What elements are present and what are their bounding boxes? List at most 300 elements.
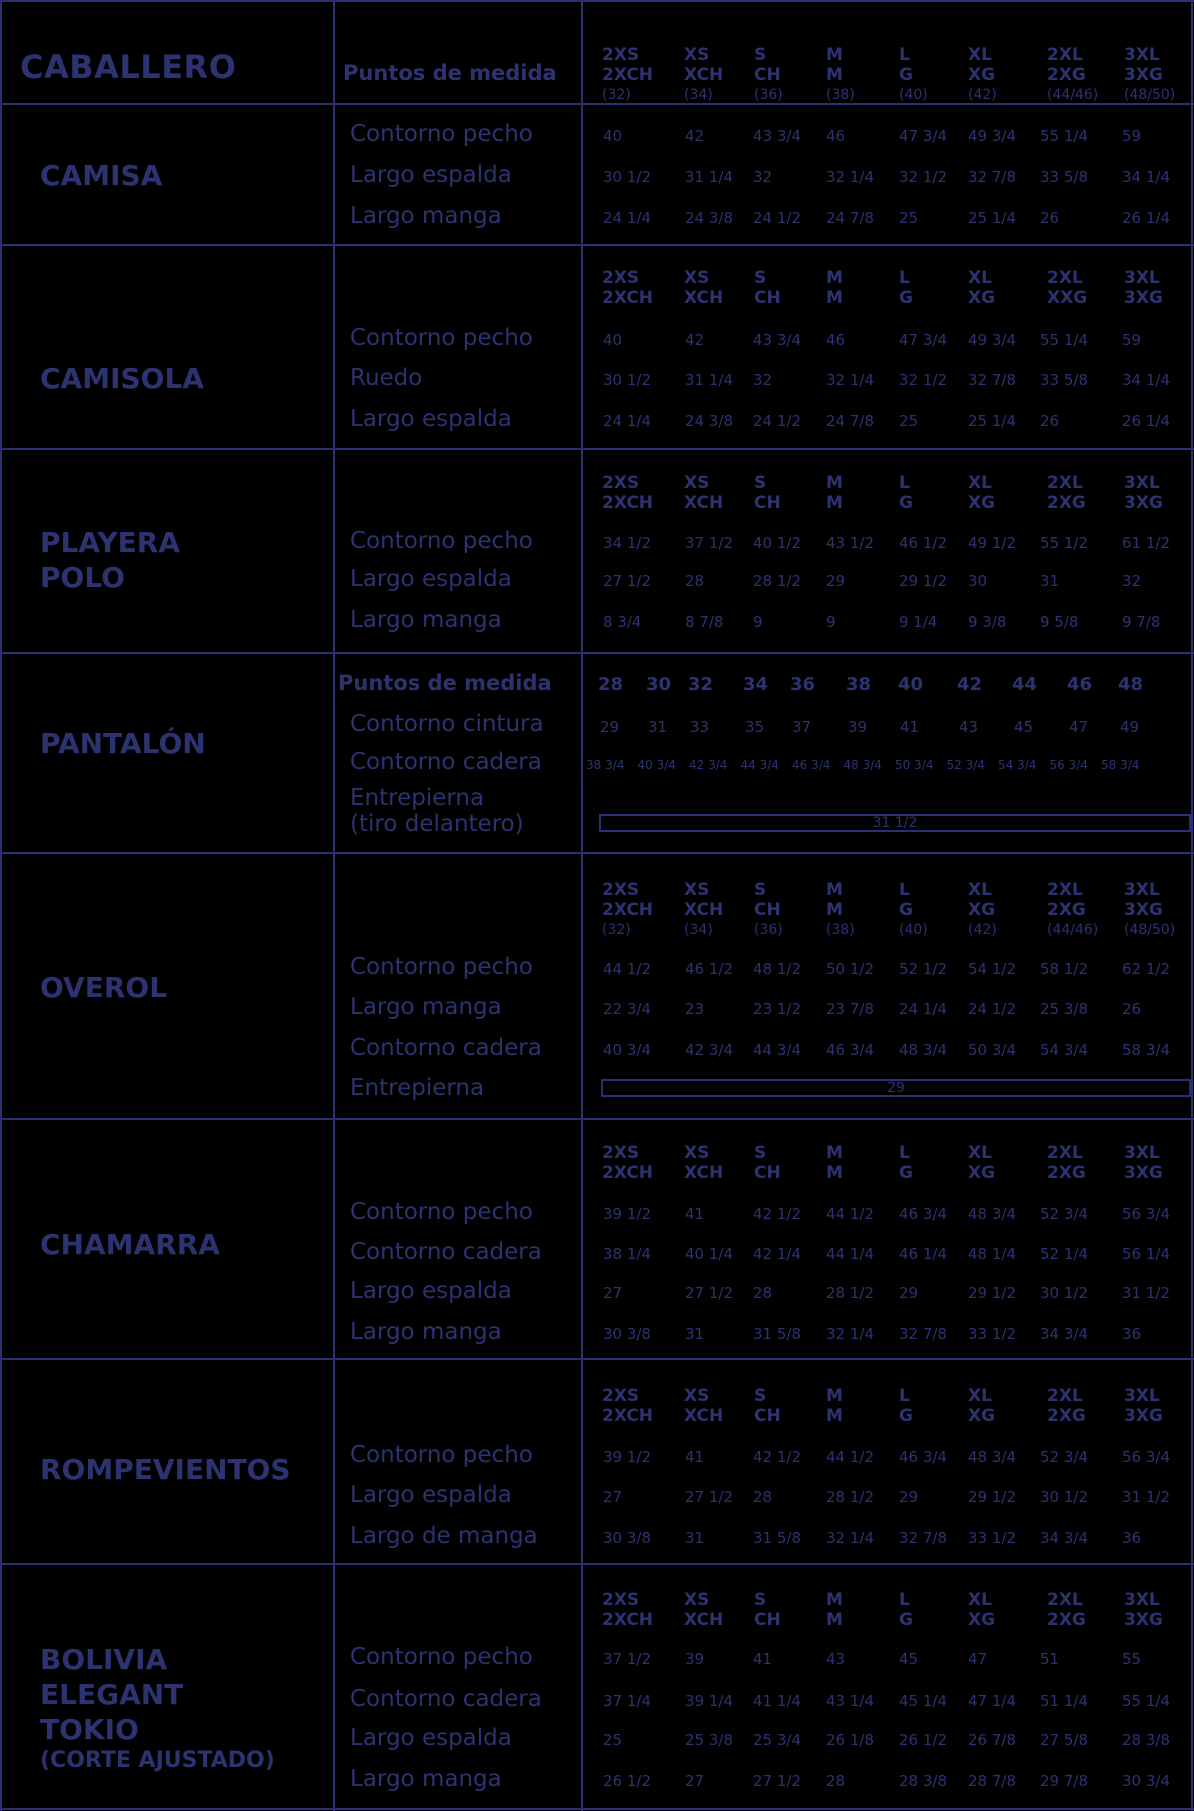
- size-mx: 2XCH: [602, 1610, 654, 1630]
- measure-value: 31 1/4: [685, 168, 733, 186]
- measure-value: 54 1/2: [968, 960, 1016, 978]
- size-header: [684, 473, 723, 513]
- measure-value: 54 3/4: [1040, 1041, 1088, 1059]
- measure-value: 31: [685, 1325, 705, 1343]
- size-letter: 2XL: [1047, 45, 1083, 65]
- measure-value: 26 1/8: [826, 1731, 874, 1749]
- size-header: [684, 880, 723, 940]
- measure-value: 34 1/4: [1122, 168, 1170, 186]
- row-divider: [0, 1118, 1194, 1120]
- waist-size: 44: [1012, 674, 1038, 695]
- measure-value: 27 1/2: [685, 1488, 733, 1506]
- size-mx: G: [899, 493, 913, 513]
- measure-value: 29: [826, 572, 846, 590]
- measure-value: 52 3/4: [946, 758, 985, 772]
- size-header: [968, 268, 995, 308]
- size-mx: M: [826, 1610, 843, 1630]
- size-header: [1047, 268, 1087, 308]
- measure-value: 43 1/2: [826, 534, 874, 552]
- measure-value: 62 1/2: [1122, 960, 1170, 978]
- measure-value: 26 1/2: [899, 1731, 947, 1749]
- size-letter: XS: [684, 1143, 710, 1163]
- measure-value: 45: [1014, 718, 1034, 736]
- size-mx: 2XCH: [602, 900, 654, 920]
- measure-value: 42 1/2: [753, 1205, 801, 1223]
- garment-name: PANTALÓN: [40, 727, 206, 760]
- measure-value: 40 1/4: [685, 1245, 733, 1263]
- size-mx: 3XG: [1124, 288, 1163, 308]
- size-letter: XL: [968, 1386, 992, 1406]
- row-divider: [0, 103, 1194, 105]
- measure-value: 42 3/4: [689, 758, 728, 772]
- measure-value: 31 1/4: [685, 371, 733, 389]
- size-header: [1047, 1386, 1086, 1426]
- size-header: [968, 473, 995, 513]
- measure-points-header: Puntos de medida: [338, 671, 552, 695]
- measure-value: 29: [600, 718, 620, 736]
- measure-value: 47: [968, 1650, 988, 1668]
- measure-value: 31 5/8: [753, 1529, 801, 1547]
- size-mx: XG: [968, 288, 996, 308]
- measure-value: 30 3/8: [603, 1325, 651, 1343]
- size-mx: M: [826, 1163, 843, 1183]
- size-header: [684, 1590, 723, 1630]
- measure-label: Contorno cadera: [350, 1035, 542, 1061]
- size-letter: L: [899, 1143, 910, 1163]
- measure-value: 24 1/2: [753, 209, 801, 227]
- waist-size: 36: [790, 674, 816, 695]
- size-mx: 2XG: [1047, 1406, 1086, 1426]
- measure-value: 44 1/2: [826, 1205, 874, 1223]
- size-header: [1047, 880, 1098, 940]
- measure-value: 46 1/4: [899, 1245, 947, 1263]
- size-mx: XCH: [684, 1610, 724, 1630]
- size-number: (40): [899, 87, 928, 103]
- measure-label: Entrepierna: [350, 785, 485, 811]
- size-header: [899, 1590, 913, 1630]
- measure-value: 40 3/4: [637, 758, 676, 772]
- measure-value: 8 3/4: [603, 613, 642, 631]
- measure-value: 25 3/8: [1040, 1000, 1088, 1018]
- size-number: (48/50): [1124, 922, 1176, 938]
- size-letter: M: [826, 1386, 843, 1406]
- measure-value: 24 1/4: [603, 209, 651, 227]
- measure-value: 22 3/4: [603, 1000, 651, 1018]
- measure-value: 42: [685, 127, 705, 145]
- measure-value: 32 1/4: [826, 168, 874, 186]
- measure-label: Contorno cintura: [350, 711, 544, 737]
- measure-value: 27: [603, 1284, 623, 1302]
- measure-label: Largo espalda: [350, 566, 512, 592]
- garment-subname: (CORTE AJUSTADO): [40, 1748, 275, 1773]
- garment-name: PLAYERA: [40, 526, 180, 559]
- measure-value: 25 3/8: [685, 1731, 733, 1749]
- garment-name: CAMISOLA: [40, 362, 204, 395]
- range-value-bar: 29: [601, 1079, 1191, 1097]
- measure-value: 34 1/4: [1122, 371, 1170, 389]
- measure-value: 40 1/2: [753, 534, 801, 552]
- column-divider: [333, 0, 335, 1811]
- size-header: [899, 268, 913, 308]
- garment-name: ELEGANT: [40, 1678, 184, 1711]
- measure-value: 51 1/4: [1040, 1692, 1088, 1710]
- measure-value: 48 3/4: [968, 1448, 1016, 1466]
- size-mx: 2XCH: [602, 288, 654, 308]
- measure-label: Largo espalda: [350, 1482, 512, 1508]
- size-letter: 3XL: [1124, 473, 1160, 493]
- measure-value: 41 1/4: [753, 1692, 801, 1710]
- size-letter: XL: [968, 1590, 992, 1610]
- measure-label: Contorno cadera: [350, 1686, 542, 1712]
- size-mx: CH: [754, 1406, 781, 1426]
- size-letter: S: [754, 1386, 767, 1406]
- measure-value: 26 1/4: [1122, 412, 1170, 430]
- measure-value: 26: [1122, 1000, 1142, 1018]
- size-mx: G: [899, 900, 913, 920]
- measure-value: 30 1/2: [1040, 1488, 1088, 1506]
- size-letter: 2XL: [1047, 268, 1083, 288]
- size-mx: XG: [968, 1610, 996, 1630]
- measure-value: 39: [685, 1650, 705, 1668]
- size-letter: XL: [968, 45, 992, 65]
- measure-value: 9: [826, 613, 836, 631]
- size-header: [754, 1143, 781, 1183]
- measure-label: Contorno cadera: [350, 1239, 542, 1265]
- measure-value: 44 1/4: [826, 1245, 874, 1263]
- measure-value: 58 3/4: [1122, 1041, 1170, 1059]
- measure-value: 37 1/4: [603, 1692, 651, 1710]
- measure-value: 27 1/2: [753, 1772, 801, 1790]
- size-header: [899, 1143, 913, 1183]
- row-divider: [0, 652, 1194, 654]
- measure-value: 37 1/2: [685, 534, 733, 552]
- size-number: (42): [968, 87, 997, 103]
- measure-label: Contorno pecho: [350, 1199, 533, 1225]
- measure-label: Largo manga: [350, 1766, 502, 1792]
- size-mx: XG: [968, 1163, 996, 1183]
- size-mx: CH: [754, 900, 781, 920]
- measure-value: 31 1/2: [1122, 1284, 1170, 1302]
- waist-size: 28: [598, 674, 624, 695]
- measure-value: 55 1/2: [1040, 534, 1088, 552]
- measure-label: Ruedo: [350, 365, 423, 391]
- measure-value: 29: [899, 1284, 919, 1302]
- measure-value: 26: [1040, 412, 1060, 430]
- size-letter: 3XL: [1124, 1143, 1160, 1163]
- measure-value: 47 3/4: [899, 331, 947, 349]
- measure-value: 32 1/4: [826, 371, 874, 389]
- size-header: [826, 1143, 843, 1183]
- size-letter: S: [754, 473, 767, 493]
- measure-value: 31 5/8: [753, 1325, 801, 1343]
- size-header: [684, 1386, 723, 1426]
- measure-value: 45 1/4: [899, 1692, 947, 1710]
- measure-points-header: Puntos de medida: [343, 61, 557, 85]
- size-letter: 2XS: [602, 880, 640, 900]
- size-header: [754, 1590, 781, 1630]
- measure-value: 32: [753, 371, 773, 389]
- measure-value: 46 3/4: [792, 758, 831, 772]
- garment-name: BOLIVIA: [40, 1643, 168, 1676]
- size-mx: M: [826, 65, 843, 85]
- size-header: [754, 880, 783, 940]
- measure-value: 42 1/4: [753, 1245, 801, 1263]
- size-header: [968, 45, 997, 105]
- size-header: [826, 1590, 843, 1630]
- measure-value: 46 1/2: [685, 960, 733, 978]
- measure-value: 39 1/2: [603, 1205, 651, 1223]
- size-mx: CH: [754, 288, 781, 308]
- measure-value: 32 1/2: [899, 168, 947, 186]
- measure-value: 43 3/4: [753, 331, 801, 349]
- size-header: [1124, 473, 1163, 513]
- measure-value: 49 3/4: [968, 127, 1016, 145]
- measure-value: 31 1/2: [1122, 1488, 1170, 1506]
- measure-value: 46: [826, 331, 846, 349]
- measure-value: 33 5/8: [1040, 371, 1088, 389]
- measure-value: 25 1/4: [968, 209, 1016, 227]
- size-letter: 3XL: [1124, 1590, 1160, 1610]
- size-mx: XCH: [684, 65, 724, 85]
- size-letter: L: [899, 473, 910, 493]
- measure-value: 32: [753, 168, 773, 186]
- size-letter: L: [899, 268, 910, 288]
- size-mx: XCH: [684, 493, 724, 513]
- size-mx: 3XG: [1124, 65, 1163, 85]
- size-header: [602, 1590, 653, 1630]
- measure-value: 28: [826, 1772, 846, 1790]
- measure-value: 58 3/4: [1101, 758, 1140, 772]
- measure-value: 46 1/2: [899, 534, 947, 552]
- measure-value: 31: [685, 1529, 705, 1547]
- waist-size: 34: [743, 674, 769, 695]
- measure-value: 51: [1040, 1650, 1060, 1668]
- size-mx: M: [826, 493, 843, 513]
- size-header: [754, 473, 781, 513]
- measure-value: 50 1/2: [826, 960, 874, 978]
- measure-value: 24 1/2: [968, 1000, 1016, 1018]
- size-header: [1124, 268, 1163, 308]
- size-header: [602, 45, 653, 105]
- size-header: [1047, 45, 1098, 105]
- size-mx: 2XG: [1047, 900, 1086, 920]
- measure-value: 54 3/4: [998, 758, 1037, 772]
- measure-value: 47: [1069, 718, 1089, 736]
- measure-value: 43 1/4: [826, 1692, 874, 1710]
- measure-value: 27 5/8: [1040, 1731, 1088, 1749]
- size-mx: CH: [754, 65, 781, 85]
- measure-value: 8 7/8: [685, 613, 724, 631]
- measure-value: 9 1/4: [899, 613, 938, 631]
- size-header: [1124, 880, 1175, 940]
- size-header: [899, 1386, 913, 1426]
- measure-label: Contorno cadera: [350, 749, 542, 775]
- measure-value: 37 1/2: [603, 1650, 651, 1668]
- size-letter: L: [899, 1590, 910, 1610]
- size-mx: 2XG: [1047, 65, 1086, 85]
- measure-value: 49 3/4: [968, 331, 1016, 349]
- measure-value: 39 1/4: [685, 1692, 733, 1710]
- measure-label: (tiro delantero): [350, 811, 524, 837]
- size-letter: 2XS: [602, 45, 640, 65]
- size-number: (42): [968, 922, 997, 938]
- measure-value: 42 1/2: [753, 1448, 801, 1466]
- measure-value: 28 1/2: [753, 572, 801, 590]
- size-letter: 2XL: [1047, 473, 1083, 493]
- measure-value: 44 1/2: [603, 960, 651, 978]
- measure-value: 49: [1120, 718, 1140, 736]
- measure-value: 50 3/4: [895, 758, 934, 772]
- size-letter: L: [899, 45, 910, 65]
- measure-value: 44 1/2: [826, 1448, 874, 1466]
- measure-value: 28 7/8: [968, 1772, 1016, 1790]
- measure-value: 55 1/4: [1122, 1692, 1170, 1710]
- column-divider: [581, 0, 583, 1811]
- measure-value: 30 1/2: [603, 168, 651, 186]
- size-mx: G: [899, 288, 913, 308]
- size-letter: M: [826, 1143, 843, 1163]
- measure-value: 36: [1122, 1529, 1142, 1547]
- measure-value: 30: [968, 572, 988, 590]
- size-letter: M: [826, 268, 843, 288]
- size-number: (38): [826, 922, 855, 938]
- measure-value: 41: [685, 1448, 705, 1466]
- size-letter: XL: [968, 1143, 992, 1163]
- measure-value: 32 1/4: [826, 1325, 874, 1343]
- size-letter: M: [826, 1590, 843, 1610]
- size-header: [602, 880, 653, 940]
- size-header: [899, 880, 928, 940]
- measure-value: 56 3/4: [1122, 1448, 1170, 1466]
- size-mx: 3XG: [1124, 1406, 1163, 1426]
- measure-value: 46: [826, 127, 846, 145]
- measure-label: Largo manga: [350, 994, 502, 1020]
- row-divider: [0, 1358, 1194, 1360]
- size-letter: S: [754, 268, 767, 288]
- size-mx: 2XG: [1047, 1163, 1086, 1183]
- size-letter: S: [754, 45, 767, 65]
- size-letter: 2XS: [602, 1143, 640, 1163]
- measure-value: 27 1/2: [603, 572, 651, 590]
- waist-size: 46: [1067, 674, 1093, 695]
- row-divider: [0, 448, 1194, 450]
- row-divider: [0, 244, 1194, 246]
- size-header: [1047, 1590, 1086, 1630]
- measure-value: 24 3/8: [685, 209, 733, 227]
- size-letter: XS: [684, 1386, 710, 1406]
- measure-value: 34 3/4: [1040, 1529, 1088, 1547]
- size-header: [826, 45, 855, 105]
- measure-value: 24 7/8: [826, 209, 874, 227]
- measure-value: 52 1/2: [899, 960, 947, 978]
- size-letter: 2XS: [602, 268, 640, 288]
- measure-value: 23 7/8: [826, 1000, 874, 1018]
- size-header: [684, 1143, 723, 1183]
- measure-value: 40 3/4: [603, 1041, 651, 1059]
- measure-value: 56 3/4: [1049, 758, 1088, 772]
- measure-value: 40: [603, 127, 623, 145]
- measure-value: 33 1/2: [968, 1529, 1016, 1547]
- measure-value: 27: [685, 1772, 705, 1790]
- size-letter: 3XL: [1124, 880, 1160, 900]
- size-letter: 3XL: [1124, 1386, 1160, 1406]
- measure-value: 32 1/4: [826, 1529, 874, 1547]
- measure-value: 26 1/4: [1122, 209, 1170, 227]
- measure-value: 9 3/8: [968, 613, 1007, 631]
- measure-label: Largo manga: [350, 1319, 502, 1345]
- size-header: [602, 1386, 653, 1426]
- measure-value: 32 7/8: [899, 1529, 947, 1547]
- column-divider: [1191, 0, 1193, 1811]
- size-mx: 2XCH: [602, 1406, 654, 1426]
- measure-value: 44 3/4: [740, 758, 779, 772]
- size-letter: 2XL: [1047, 1590, 1083, 1610]
- measure-value: 29: [899, 1488, 919, 1506]
- measure-label: Largo espalda: [350, 162, 512, 188]
- row-divider: [0, 1563, 1194, 1565]
- size-letter: L: [899, 1386, 910, 1406]
- measure-value: 9 7/8: [1122, 613, 1161, 631]
- measure-value: 30 1/2: [603, 371, 651, 389]
- measure-value: 39 1/2: [603, 1448, 651, 1466]
- measure-value: 28 3/8: [899, 1772, 947, 1790]
- size-mx: 2XCH: [602, 1163, 654, 1183]
- waist-size: 48: [1118, 674, 1144, 695]
- size-mx: XCH: [684, 1406, 724, 1426]
- size-letter: 3XL: [1124, 45, 1160, 65]
- waist-size: 38: [846, 674, 872, 695]
- measure-value: 32 7/8: [968, 168, 1016, 186]
- size-mx: XG: [968, 1406, 996, 1426]
- measure-value: 38 3/4: [586, 758, 625, 772]
- size-letter: S: [754, 880, 767, 900]
- size-mx: 3XG: [1124, 493, 1163, 513]
- measure-value: 34 3/4: [1040, 1325, 1088, 1343]
- page-title: CABALLERO: [20, 48, 237, 86]
- size-mx: XXG: [1047, 288, 1088, 308]
- measure-value: 32 7/8: [899, 1325, 947, 1343]
- measure-label: Contorno pecho: [350, 1644, 533, 1670]
- size-mx: XCH: [684, 288, 724, 308]
- garment-name: CHAMARRA: [40, 1228, 220, 1261]
- measure-value: 48 3/4: [843, 758, 882, 772]
- measure-value: 23: [685, 1000, 705, 1018]
- measure-value: 33: [690, 718, 710, 736]
- measure-value: 59: [1122, 127, 1142, 145]
- size-header: [754, 1386, 781, 1426]
- measure-value: 47 3/4: [899, 127, 947, 145]
- size-number: (32): [602, 87, 631, 103]
- measure-value: 55 1/4: [1040, 331, 1088, 349]
- measure-value: 43 3/4: [753, 127, 801, 145]
- measure-value: 26: [1040, 209, 1060, 227]
- measure-label: Largo espalda: [350, 1278, 512, 1304]
- size-letter: M: [826, 45, 843, 65]
- size-header: [899, 45, 928, 105]
- measure-value: 52 3/4: [1040, 1448, 1088, 1466]
- size-mx: M: [826, 900, 843, 920]
- size-mx: XG: [968, 493, 996, 513]
- size-letter: XS: [684, 45, 710, 65]
- measure-value: 58 1/2: [1040, 960, 1088, 978]
- size-mx: M: [826, 1406, 843, 1426]
- measure-value: 26 1/2: [603, 1772, 651, 1790]
- size-header: [826, 880, 855, 940]
- measure-value: 56 3/4: [1122, 1205, 1170, 1223]
- size-header: [1047, 473, 1086, 513]
- size-letter: XL: [968, 473, 992, 493]
- measure-value: 42: [685, 331, 705, 349]
